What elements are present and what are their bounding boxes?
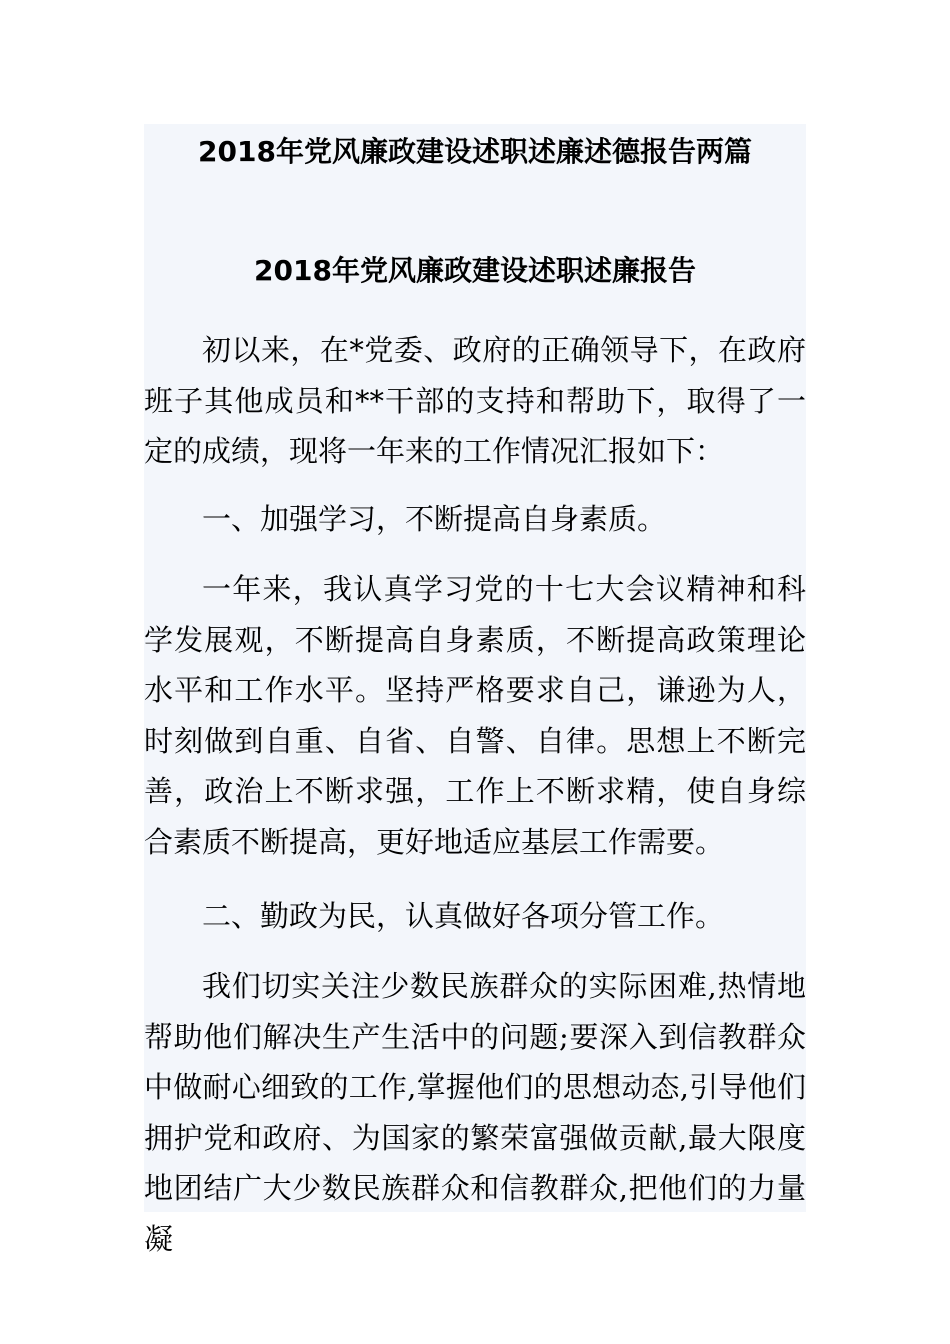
report-subtitle: 2018年党风廉政建设述职述廉报告 — [254, 254, 696, 287]
document-title: 2018年党风廉政建设述职述廉述德报告两篇 — [198, 135, 752, 168]
intro-paragraph: 初以来，在*党委、政府的正确领导下，在政府班子其他成员和**干部的支持和帮助下，取得了一定的成绩，现将一年来的工作情况汇报如下： — [144, 333, 806, 468]
section-body-1: 一年来，我认真学习党的十七大会议精神和科学发展观，不断提高自身素质，不断提高政策理论水平和工作水平。坚持严格要求自己，谦逊为人，时刻做到自重、自省、自警、自律。思想上不断完善，政治上不断求强，工作上不断求精，使自身综合素质不断提高，更好地适应基层工作需要。 — [144, 572, 806, 859]
section-body-2: 我们切实关注少数民族群众的实际困难,热情地帮助他们解决生产生活中的问题;要深入到信教群众中做耐心细致的工作,掌握他们的思想动态,引导他们拥护党和政府、为国家的繁荣富强做贡献,最大限度地团结广大少数民族群众和信教群众,把他们的力量凝 — [144, 969, 806, 1256]
section-heading-1: 一、加强学习，不断提高自身素质。 — [202, 502, 667, 536]
document-page — [144, 124, 806, 1256]
section-heading-2: 二、勤政为民，认真做好各项分管工作。 — [202, 899, 725, 933]
